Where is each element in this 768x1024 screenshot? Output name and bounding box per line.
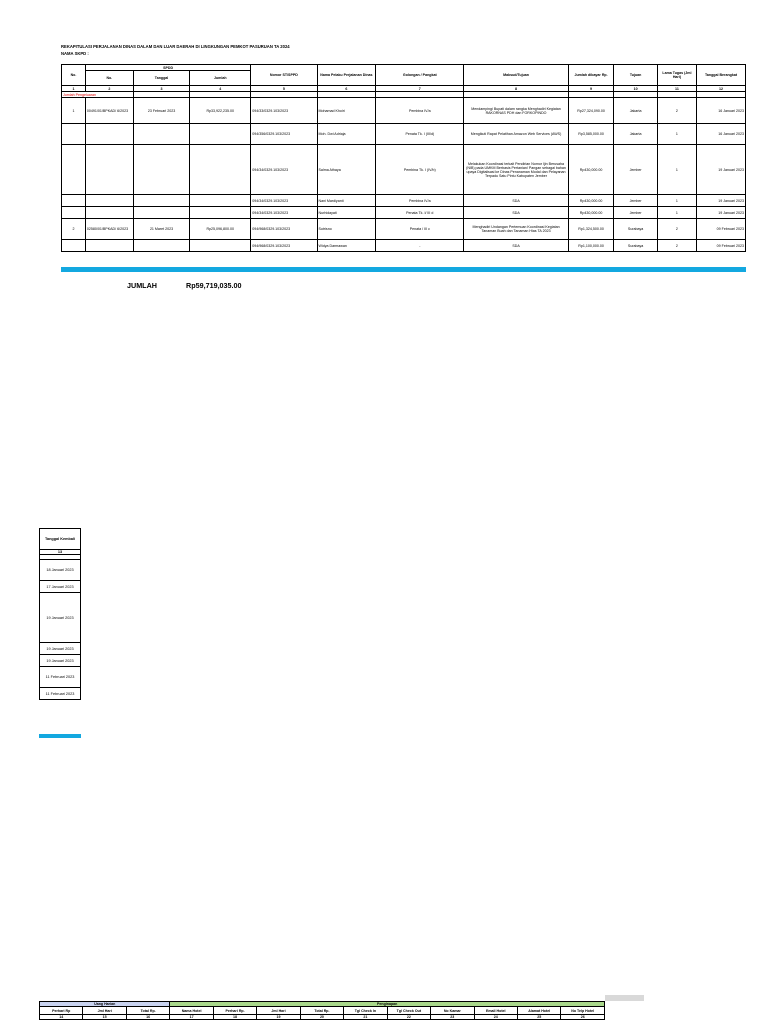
cell-lama: 1 — [657, 195, 696, 207]
table-bottom-bar — [61, 267, 746, 272]
cell-jumlah — [190, 124, 251, 145]
table-row — [62, 124, 746, 145]
cell-tujuan: Jember — [614, 195, 657, 207]
cell-kembali: 17 Januari 2023 — [40, 581, 81, 593]
cell-tanggal — [133, 195, 190, 207]
col-lama: Lama Tugas (Jml Hari) — [657, 65, 696, 86]
table-row — [62, 145, 746, 195]
bottom-col-header: Total Rp. — [126, 1007, 169, 1015]
cell-lama: 1 — [657, 124, 696, 145]
bottom-col-header: Tgl Check In — [344, 1007, 387, 1015]
cell-jumlah — [190, 207, 251, 219]
cell-golongan: Penata Tk. I/ III d — [376, 207, 464, 219]
cell-maksud: Melakukan Koordinasi terkait Pendirian Nomor Ijin Berusaha (NIB) pada UMKM Berbasis Pertanian/ Pangan sebagai bahan upaya Digitalisasi ke Dinas Penanaman Modal dan Pelayanan Terpadu Satu Pintu Kabupaten Jember — [464, 145, 568, 195]
col-tujuan: Tujuan — [614, 65, 657, 86]
col-jumlah-dibayar: Jumlah dibayar Rp. — [568, 65, 614, 86]
cell-spdd-no — [85, 240, 133, 252]
cell-golongan: - — [376, 240, 464, 252]
cell-kembali: 19 Januari 2023 — [40, 593, 81, 643]
bottom-col-number: 16 — [126, 1015, 169, 1020]
cell-kembali: 19 Januari 2023 — [40, 643, 81, 655]
cell-spdd-no — [85, 195, 133, 207]
cell-dibayar: Rp430,000.00 — [568, 145, 614, 195]
bottom-col-header: Perhari Rp. — [213, 1007, 256, 1015]
return-date-number: 13 — [40, 550, 81, 555]
cell-berangkat: 19 Januari 2023 — [697, 195, 746, 207]
cell-kembali: 19 Januari 2023 — [40, 655, 81, 667]
cell-maksud: SDA — [464, 207, 568, 219]
cell-berangkat: 09 Februari 2023 — [697, 240, 746, 252]
bottom-col-header: No Telp Hotel — [561, 1007, 605, 1015]
cell-lama: 2 — [657, 98, 696, 124]
cell-lama: 2 — [657, 219, 696, 240]
expense-detail-table — [39, 1001, 605, 1020]
total-label: JUMLAH — [127, 281, 157, 290]
cell-nomor-st: 094/356/0329.103/2023 — [251, 124, 317, 145]
cell-nama: Nurhidayati — [317, 207, 376, 219]
cell-lama: 2 — [657, 240, 696, 252]
bottom-col-number: 14 — [40, 1015, 83, 1020]
report-title: REKAPITULASI PERJALANAN DINAS DALAM DAN LUAR DAERAH DI LINGKUNGAN PEMKOT PASURUAN TA 2024 — [61, 44, 290, 49]
cell-no — [62, 124, 86, 145]
cell-no — [62, 240, 86, 252]
group-uang-harian: Uang Harian — [40, 1002, 170, 1007]
cell-nama: Nani Mardiyanti — [317, 195, 376, 207]
cell-dibayar: Rp1,100,000.00 — [568, 240, 614, 252]
cell-kembali: 18 Januari 2023 — [40, 560, 81, 581]
cell-tujuan: Jakarta — [614, 124, 657, 145]
cell-nomor-st: 094/34/0329.103/2023 — [251, 195, 317, 207]
cell-nama: Widya Darmawan — [317, 240, 376, 252]
bottom-col-header: Alamat Hotel — [517, 1007, 560, 1015]
cell-berangkat: 16 Januari 2023 — [697, 124, 746, 145]
cell-maksud: SDA — [464, 195, 568, 207]
bottom-col-number: 26 — [561, 1015, 605, 1020]
bottom-col-header: Email Hotel — [474, 1007, 517, 1015]
cell-nama: Moh. Dwi Adriaja — [317, 124, 376, 145]
bottom-col-number: 17 — [170, 1015, 213, 1020]
table-row — [62, 98, 746, 124]
cell-golongan: Pembina IV/a — [376, 98, 464, 124]
bottom-col-number: 21 — [344, 1015, 387, 1020]
col-no: No. — [62, 65, 86, 86]
table-row — [62, 219, 746, 240]
bottom-col-number: 22 — [387, 1015, 430, 1020]
bottom-col-header: Jml Hari — [257, 1007, 300, 1015]
bottom-col-number: 15 — [83, 1015, 126, 1020]
section-label: Jumlah Pengeluaran — [62, 92, 134, 98]
col-spdd-no: No. — [85, 71, 133, 86]
cell-tanggal: 23 Februari 2023 — [133, 98, 190, 124]
cell-tujuan: Jember — [614, 207, 657, 219]
bottom-col-number: 23 — [431, 1015, 474, 1020]
cell-no: 2 — [62, 219, 86, 240]
cell-berangkat: 19 Januari 2023 — [697, 207, 746, 219]
cell-kembali: 11 Februari 2023 — [40, 667, 81, 688]
cell-maksud: Mendampingi Bupati dalam rangka Menghadiri Kegiatan RAKORNAS PDH dan FORKOPINDO — [464, 98, 568, 124]
cell-spdd-no — [85, 207, 133, 219]
cell-golongan: Pembina IV/a — [376, 195, 464, 207]
bottom-col-header: Total Rp. — [300, 1007, 343, 1015]
table-row — [62, 195, 746, 207]
cell-tanggal — [133, 240, 190, 252]
bottom-col-number: 24 — [474, 1015, 517, 1020]
cell-dibayar: Rp27,324,090.00 — [568, 98, 614, 124]
cell-tujuan: Surabaya — [614, 219, 657, 240]
column-number-row: 1 2 3 4 5 6 7 8 9 10 11 12 — [62, 86, 746, 92]
group-penginapan: Penginapan — [170, 1002, 605, 1007]
cell-kembali: 11 Februari 2023 — [40, 688, 81, 700]
bottom-col-header: Tgl Check Out — [387, 1007, 430, 1015]
cell-no — [62, 195, 86, 207]
cell-spdd-no: 00491/01/BPKAD/ 6/2023 — [85, 98, 133, 124]
cell-tanggal — [133, 145, 190, 195]
col-spdd-tanggal: Tanggal — [133, 71, 190, 86]
cell-jumlah — [190, 240, 251, 252]
bottom-col-number: 19 — [257, 1015, 300, 1020]
cell-dibayar: Rp3,585,000.00 — [568, 124, 614, 145]
cell-nomor-st: 094/968/0329.103/2023 — [251, 240, 317, 252]
cell-tanggal: 21 Maret 2023 — [133, 219, 190, 240]
cell-berangkat: 09 Februari 2023 — [697, 219, 746, 240]
cell-nomor-st: 094/33/0329.103/2023 — [251, 98, 317, 124]
cell-spdd-no: 02580/01/BPKAD/ 6/2023 — [85, 219, 133, 240]
bottom-col-number: 18 — [213, 1015, 256, 1020]
cell-dibayar: Rp430,000.00 — [568, 207, 614, 219]
bottom-col-header: Perhari Rp — [40, 1007, 83, 1015]
cell-golongan: Penata Tk. I (III/d) — [376, 124, 464, 145]
cell-nama: Sutrisno — [317, 219, 376, 240]
side-bottom-bar — [39, 734, 81, 738]
cell-spdd-no — [85, 145, 133, 195]
cell-jumlah — [190, 145, 251, 195]
table-row — [62, 207, 746, 219]
return-date-table — [39, 528, 81, 700]
col-nomor-st: Nomor ST/SPPD — [251, 65, 317, 86]
col-nama: Nama Pelaku Perjalanan Dinas — [317, 65, 376, 86]
bottom-col-number: 20 — [300, 1015, 343, 1020]
cell-no — [62, 145, 86, 195]
return-date-header: Tanggal Kembali — [40, 529, 81, 550]
col-spdd: SPDD — [85, 65, 250, 71]
total-value: Rp59,719,035.00 — [186, 281, 242, 290]
cell-jumlah: Rp33,922,235.00 — [190, 98, 251, 124]
cell-no — [62, 207, 86, 219]
cell-dibayar: Rp1,324,500.00 — [568, 219, 614, 240]
cell-no: 1 — [62, 98, 86, 124]
cell-golongan: Pembina Tk. I (IV/b) — [376, 145, 464, 195]
bottom-col-header: No Kamar — [431, 1007, 474, 1015]
bottom-col-header: Jml Hari — [83, 1007, 126, 1015]
col-berangkat: Tanggal Berangkat — [697, 65, 746, 86]
recap-table — [61, 64, 746, 252]
cell-nomor-st: 094/34/0329.103/2023 — [251, 207, 317, 219]
cell-tanggal — [133, 124, 190, 145]
cell-nomor-st: 094/968/0329.103/2023 — [251, 219, 317, 240]
cell-golongan: Penata / III c — [376, 219, 464, 240]
cell-berangkat: 16 Januari 2023 — [697, 98, 746, 124]
cell-maksud: Menghadiri Undangan Pertemuan Koordinasi Kegiatan Tanaman Buah dan Tanaman Hias TA 2023 — [464, 219, 568, 240]
cell-dibayar: Rp430,000.00 — [568, 195, 614, 207]
cell-tujuan: Jember — [614, 145, 657, 195]
skpd-label: NAMA SKPD : — [61, 51, 89, 56]
cell-spdd-no — [85, 124, 133, 145]
cell-tanggal — [133, 207, 190, 219]
cell-tujuan: Surabaya — [614, 240, 657, 252]
cell-nama: Salma Athaya — [317, 145, 376, 195]
cell-nomor-st: 094/34/0329.103/2023 — [251, 145, 317, 195]
col-maksud: Maksud/Tujuan — [464, 65, 568, 86]
cell-nama: Mohamad Khoiri — [317, 98, 376, 124]
cell-lama: 1 — [657, 207, 696, 219]
cell-tujuan: Jakarta — [614, 98, 657, 124]
col-golongan: Golongan / Pangkat — [376, 65, 464, 86]
bottom-col-header: Nama Hotel — [170, 1007, 213, 1015]
grey-bar — [605, 995, 644, 1001]
table-row — [62, 240, 746, 252]
col-spdd-jumlah: Jumlah — [190, 71, 251, 86]
cell-berangkat: 19 Januari 2023 — [697, 145, 746, 195]
cell-maksud: SDA — [464, 240, 568, 252]
bottom-col-number: 25 — [517, 1015, 560, 1020]
cell-jumlah: Rp25,096,800.00 — [190, 219, 251, 240]
cell-maksud: Mengikuti Rapat Pelatihan Amazon Web Services (AWS) — [464, 124, 568, 145]
cell-lama: 1 — [657, 145, 696, 195]
cell-jumlah — [190, 195, 251, 207]
